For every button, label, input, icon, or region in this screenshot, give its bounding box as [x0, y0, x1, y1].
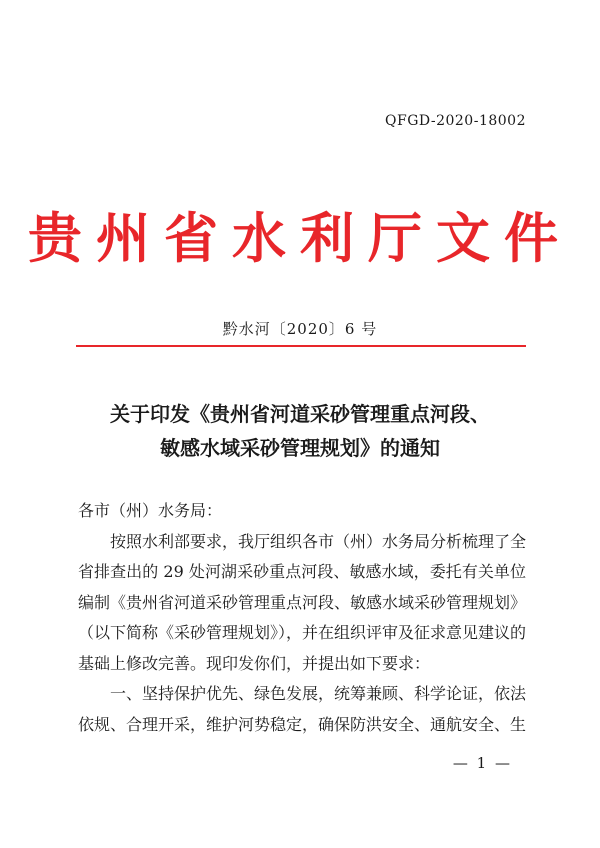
document-number: 黔水河〔2020〕6 号 — [222, 320, 378, 338]
red-divider-line — [76, 345, 526, 347]
document-body — [78, 496, 526, 740]
body-paragraph-1: 按照水利部要求，我厅组织各市（州）水务局分析梳理了全省排查出的 29 处河湖采砂重点河段、敏感水域，委托有关单位编制《贵州省河道采砂管理重点河段、敏感水域采砂管理规划》（以下简称《采砂管理规划》），并在组织评审及征求意见建议的基础上修改完善。现印发你们，并提出如下要求： — [78, 531, 527, 673]
addressee: 各市（州）水务局： — [78, 501, 223, 520]
notice-title-line-2: 敏感水域采砂管理规划》的通知 — [160, 436, 440, 460]
issuing-authority-header: 贵州省水利厅文件 — [28, 207, 572, 270]
document-code: QFGD-2020-18002 — [385, 113, 526, 129]
notice-title-line-1: 关于印发《贵州省河道采砂管理重点河段、 — [110, 402, 490, 426]
page-number: — 1 — — [452, 754, 512, 772]
notice-title — [0, 397, 600, 465]
body-paragraph-2: 一、坚持保护优先、绿色发展，统筹兼顾、科学论证，依法依规、合理开采，维护河势稳定，确保防洪安全、通航安全、生 — [78, 684, 527, 734]
